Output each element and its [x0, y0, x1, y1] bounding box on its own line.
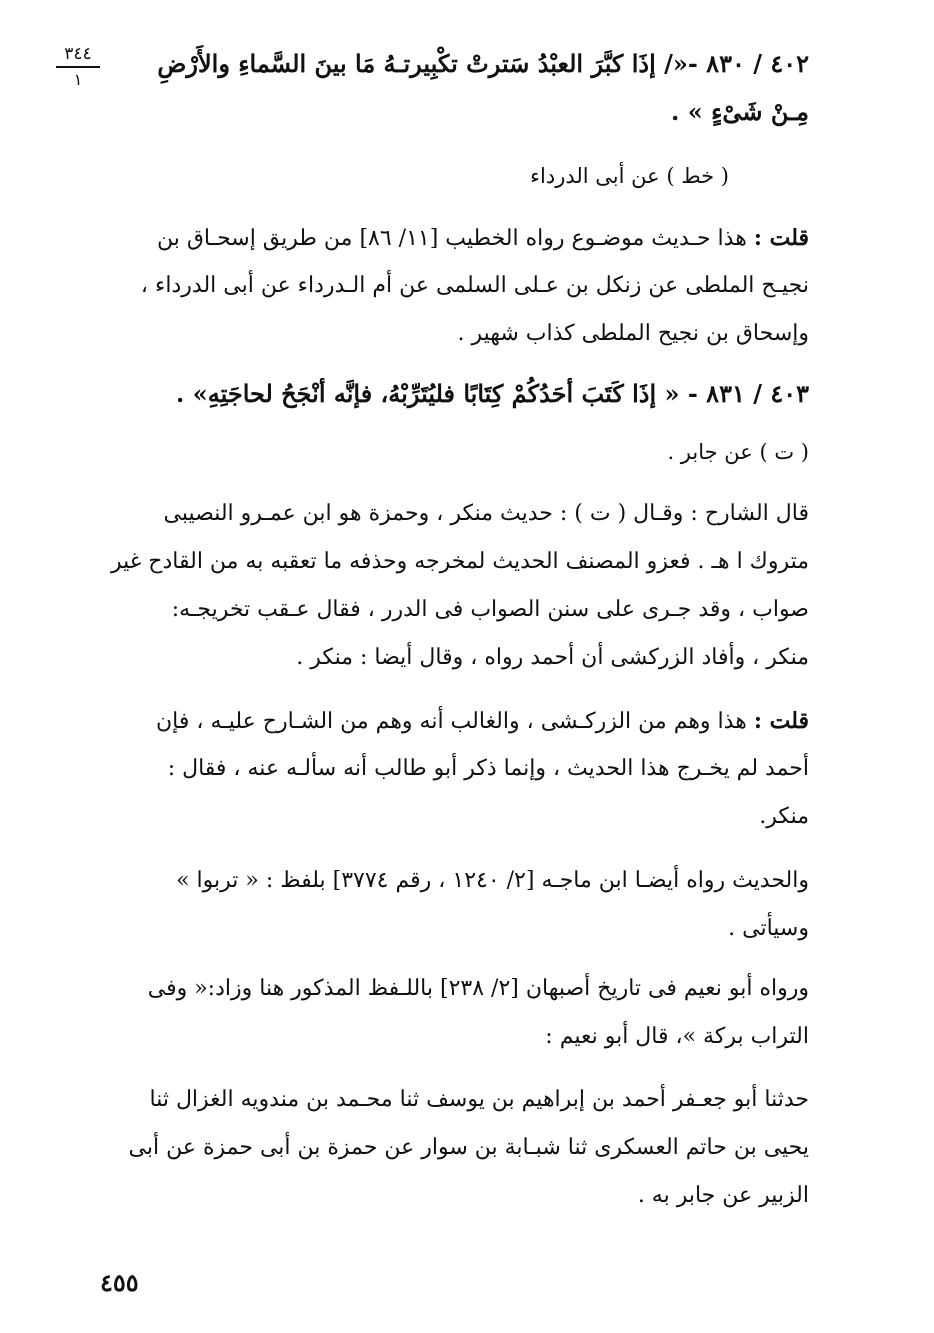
hadith-402-line-2: مِـنْ شَىْءٍ » . [671, 97, 809, 126]
isnad-line-1: حدثنا أبو جعـفر أحمد بن إبراهيم بن يوسف ثنا محـمد بن مندويه الغزال ثنا [149, 1087, 809, 1112]
page-number: ٤٥٥ [100, 1268, 139, 1297]
comment-403-line-1-text: هذا وهم من الزركـشى ، والغالب أنه وهم من الشـارح عليـه ، فإن [156, 709, 747, 734]
isnad-line-2: يحيى بن حاتم العسكرى ثنا شبـابة بن سوار عن حمزة بن أبى حمزة عن أبى [128, 1135, 809, 1160]
hadith-402 [104, 40, 809, 136]
margin-reference-number: ٣٤٤ [56, 44, 100, 68]
hadith-403-line-1: ٤٠٣ / ٨٣١ - « إذَا كَتَبَ أحَدُكُمْ كِتَابًا فليُتَرِّبْهُ، فإنَّه أنْجَحُ لحاجَتِهِ» . [176, 379, 809, 408]
isnad-line-3: الزبير عن جابر به . [637, 1183, 809, 1208]
margin-reference-sub: ١ [73, 70, 83, 89]
sharih-line-1: قال الشارح : وقـال ( ت ) : حديث منكر ، وحمزة هو ابن عمـرو النصيبى [163, 501, 809, 526]
comment-402-line-2: نجيـح الملطى عن زنكل بن عـلى السلمى عن أم الـدرداء عن أبى الدرداء ، [140, 273, 809, 298]
abu-nuaim-line-2: التراب بركة »، قال أبو نعيم : [545, 1024, 809, 1049]
comment-403 [104, 697, 809, 841]
ibn-majah-line-1: والحديث رواه أيضـا ابن ماجـه [٢/ ١٢٤٠ ، رقم ٣٧٧٤] بلفظ : « تربوا » [176, 868, 809, 893]
comment-402-keyword: قلت : [753, 225, 809, 251]
source-402 [24, 152, 729, 200]
ibn-majah-line-2: وسيأتى . [728, 916, 809, 941]
hadith-402-line-1: ٤٠٢ / ٨٣٠ -«/ إذَا كبَّرَ العبْدُ سَترتْ تكْبِيرتـهُ مَا بينَ السَّماءِ والأَرْضِ [157, 49, 809, 78]
abu-nuaim-line-1: ورواه أبو نعيم فى تاريخ أصبهان [٢/ ٢٣٨] باللـفظ المذكور هنا وزاد:« وفى [147, 976, 809, 1001]
source-402-text: ( خط ) عن أبى الدرداء [530, 164, 729, 188]
sharih-line-2: متروك ا هـ . فعزو المصنف الحديث لمخرجه وحذفه ما تعقبه به من القادح غير [111, 549, 809, 574]
source-403-text: ( ت ) عن جابر . [667, 440, 809, 464]
comment-402-line-1-text: هذا حـديث موضـوع رواه الخطيب [١١/ ٨٦] من طريق إسحـاق بن [156, 226, 747, 251]
comment-402-line-1 [104, 214, 809, 262]
abu-nuaim-note [104, 965, 809, 1061]
comment-403-keyword: قلت : [753, 708, 809, 734]
isnad [104, 1076, 809, 1220]
source-403 [104, 428, 809, 476]
comment-403-line-1 [104, 697, 809, 745]
sharih-line-4: منكر ، وأفاد الزركشى أن أحمد رواه ، وقال أيضا : منكر . [296, 645, 809, 670]
comment-402-line-3: وإسحاق بن نجيح الملطى كذاب شهير . [457, 321, 809, 346]
sharih-commentary [104, 490, 809, 682]
ibn-majah-note [104, 857, 809, 953]
hadith-403 [104, 370, 809, 418]
comment-403-line-3: منكر. [759, 804, 809, 829]
sharih-line-3: صواب ، وقد جـرى على سنن الصواب فى الدرر ، فقال عـقب تخريجـه: [171, 597, 809, 622]
comment-403-line-2: أحمد لم يخـرج هذا الحديث ، وإنما ذكر أبو طالب أنه سألـه عنه ، فقال : [167, 756, 809, 781]
margin-reference [56, 44, 100, 90]
comment-402 [104, 214, 809, 358]
